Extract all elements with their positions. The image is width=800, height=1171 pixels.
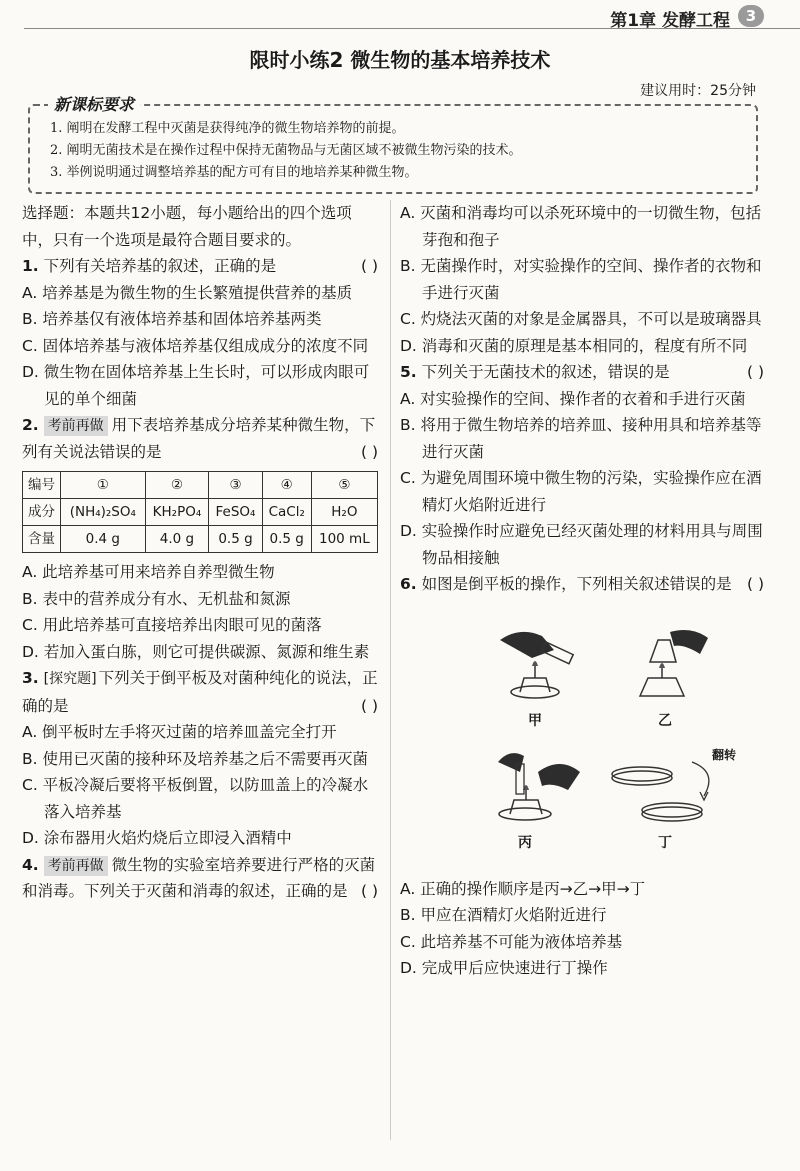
question-4-stem [22,852,382,905]
label-bing: 丙 [518,834,532,851]
table-cell: ① [61,472,146,499]
requirement-item: 2. 阐明无菌技术是在操作过程中保持无菌物品与无菌区域不被微生物污染的技术。 [50,143,522,158]
table-cell: ⑤ [311,472,377,499]
option: A. 对实验操作的空间、操作者的衣着和手进行灭菌 [400,389,746,408]
requirements-title: 新课标要求 [48,92,140,115]
table-cell: H₂O [311,499,377,526]
step-bing-illustration [480,742,590,832]
option: D. 微生物在固体培养基上生长时，可以形成肉眼可见的单个细菌 [22,363,370,408]
option: C. 此培养基不可能为液体培养基 [400,932,623,951]
question-number: 2. [22,416,39,434]
question-6-stem [400,571,768,598]
table-row [23,526,378,553]
option: A. 此培养基可用来培养自养型微生物 [22,563,275,581]
option: A. 培养基是为微生物的生长繁殖提供营养的基质 [22,283,353,302]
requirement-item: 1. 阐明在发酵工程中灭菌是获得纯净的微生物培养物的前提。 [50,121,405,136]
option: C. 平板冷凝后要将平板倒置，以防皿盖上的冷凝水落入培养基 [22,776,369,821]
option: C. 固体培养基与液体培养基仅组成成分的浓度不同 [22,336,369,355]
question-5-stem [400,359,768,386]
option: B. 培养基仅有液体培养基和固体培养基两类 [22,310,322,328]
table-cell: ② [145,472,209,499]
nutrient-table [22,471,378,553]
right-column [400,200,768,982]
inquiry-tag: [探究题] [43,671,97,687]
option: B. 甲应在酒精灯火焰附近进行 [400,906,607,924]
table-cell: (NH₄)₂SO₄ [61,499,146,526]
option: B. 表中的营养成分有水、无机盐和氮源 [22,589,291,608]
label-yi: 乙 [658,712,672,729]
option: D. 若加入蛋白胨，则它可提供碳源、氮源和维生素 [22,642,370,661]
question-number: 3. [22,669,39,687]
step-jia-illustration [480,622,590,712]
table-row [23,499,378,526]
option: B. 无菌操作时，对实验操作的空间、操作者的衣物和手进行灭菌 [400,257,762,302]
question-3-stem [22,665,382,719]
option: D. 实验操作时应避免已经灭菌处理的材料用具与周围物品相接触 [400,522,763,567]
requirements-box [28,95,758,194]
question-text: 下列关于无菌技术的叙述，错误的是 [421,363,670,381]
review-tag: 考前再做 [44,416,108,436]
section-intro: 选择题：本题共12小题，每小题给出的四个选项中，只有一个选项是最符合题目要求的。 [22,204,352,249]
answer-paren: ( ) [746,363,764,381]
requirements-list [50,118,522,184]
answer-paren: ( ) [746,575,764,593]
table-cell: 4.0 g [145,526,209,553]
table-cell: FeSO₄ [209,499,262,526]
option: B. 使用已灭菌的接种环及培养基之后不需要再灭菌 [22,749,368,768]
column-divider [390,200,391,1140]
option: C. 为避免周围环境中微生物的污染，实验操作应在酒精灯火焰附近进行 [400,469,762,514]
left-column [22,200,382,905]
question-text: 下列有关培养基的叙述，正确的是 [43,257,277,275]
row-label: 编号 [23,472,61,499]
question-number: 4. [22,855,39,874]
page-header [0,0,800,34]
row-label: 含量 [23,526,61,553]
option: C. 用此培养基可直接培养出肉眼可见的菌落 [22,616,322,634]
question-2-stem [22,412,382,465]
section-label: 发酵工程 [662,11,730,31]
answer-paren: ( ) [360,696,378,715]
chapter-label: 第1章 [610,11,657,31]
question-number: 1. [22,257,39,275]
answer-paren: ( ) [360,442,378,461]
label-flip: 翻转 [712,747,737,762]
question-text: 下列关于倒平板及对菌种纯化的说法，正确的是 [22,669,378,715]
requirement-item: 3. 举例说明通过调整培养基的配方可有目的地培养某种微生物。 [50,165,418,180]
table-cell: ④ [262,472,311,499]
table-cell: KH₂PO₄ [145,499,209,526]
step-yi-illustration [610,622,720,712]
page-number: 3 [738,5,764,27]
page-title: 限时小练2 微生物的基本培养技术 [249,48,551,72]
option: A. 正确的操作顺序是丙→乙→甲→丁 [400,879,646,898]
answer-paren: ( ) [360,257,378,275]
question-text: 用下表培养基成分培养某种微生物，下列有关说法错误的是 [22,416,376,461]
question-number: 6. [400,575,417,593]
question-text: 微生物的实验室培养要进行严格的灭菌和消毒。下列关于灭菌和消毒的叙述，正确的是 [22,855,376,900]
table-cell: 0.5 g [262,526,311,553]
option: D. 涂布器用火焰灼烧后立即浸入酒精中 [22,829,292,847]
suggested-time: 建议用时：25分钟 [640,83,756,99]
pour-plate-figure [400,602,768,872]
table-cell: 0.4 g [61,526,146,553]
option: D. 消毒和灭菌的原理是基本相同的，程度有所不同 [400,336,748,355]
header-chapter [610,6,730,31]
table-cell: ③ [209,472,262,499]
option: A. 倒平板时左手将灭过菌的培养皿盖完全打开 [22,723,337,741]
option: D. 完成甲后应快速进行丁操作 [400,959,608,977]
question-1-stem [22,253,382,280]
option: A. 灭菌和消毒均可以杀死环境中的一切微生物，包括芽孢和孢子 [400,204,762,249]
row-label: 成分 [23,499,61,526]
answer-paren: ( ) [360,882,378,900]
label-jia: 甲 [528,712,542,729]
review-tag: 考前再做 [44,856,108,876]
table-cell: CaCl₂ [262,499,311,526]
question-number: 5. [400,363,417,381]
table-row [23,472,378,499]
label-ding: 丁 [658,834,672,851]
table-cell: 0.5 g [209,526,262,553]
question-text: 如图是倒平板的操作，下列相关叙述错误的是 [421,575,732,593]
option: B. 将用于微生物培养的培养皿、接种用具和培养基等进行灭菌 [400,416,762,461]
option: C. 灼烧法灭菌的对象是金属器具，不可以是玻璃器具 [400,310,762,328]
table-cell: 100 mL [311,526,377,553]
step-ding-illustration [600,752,730,832]
